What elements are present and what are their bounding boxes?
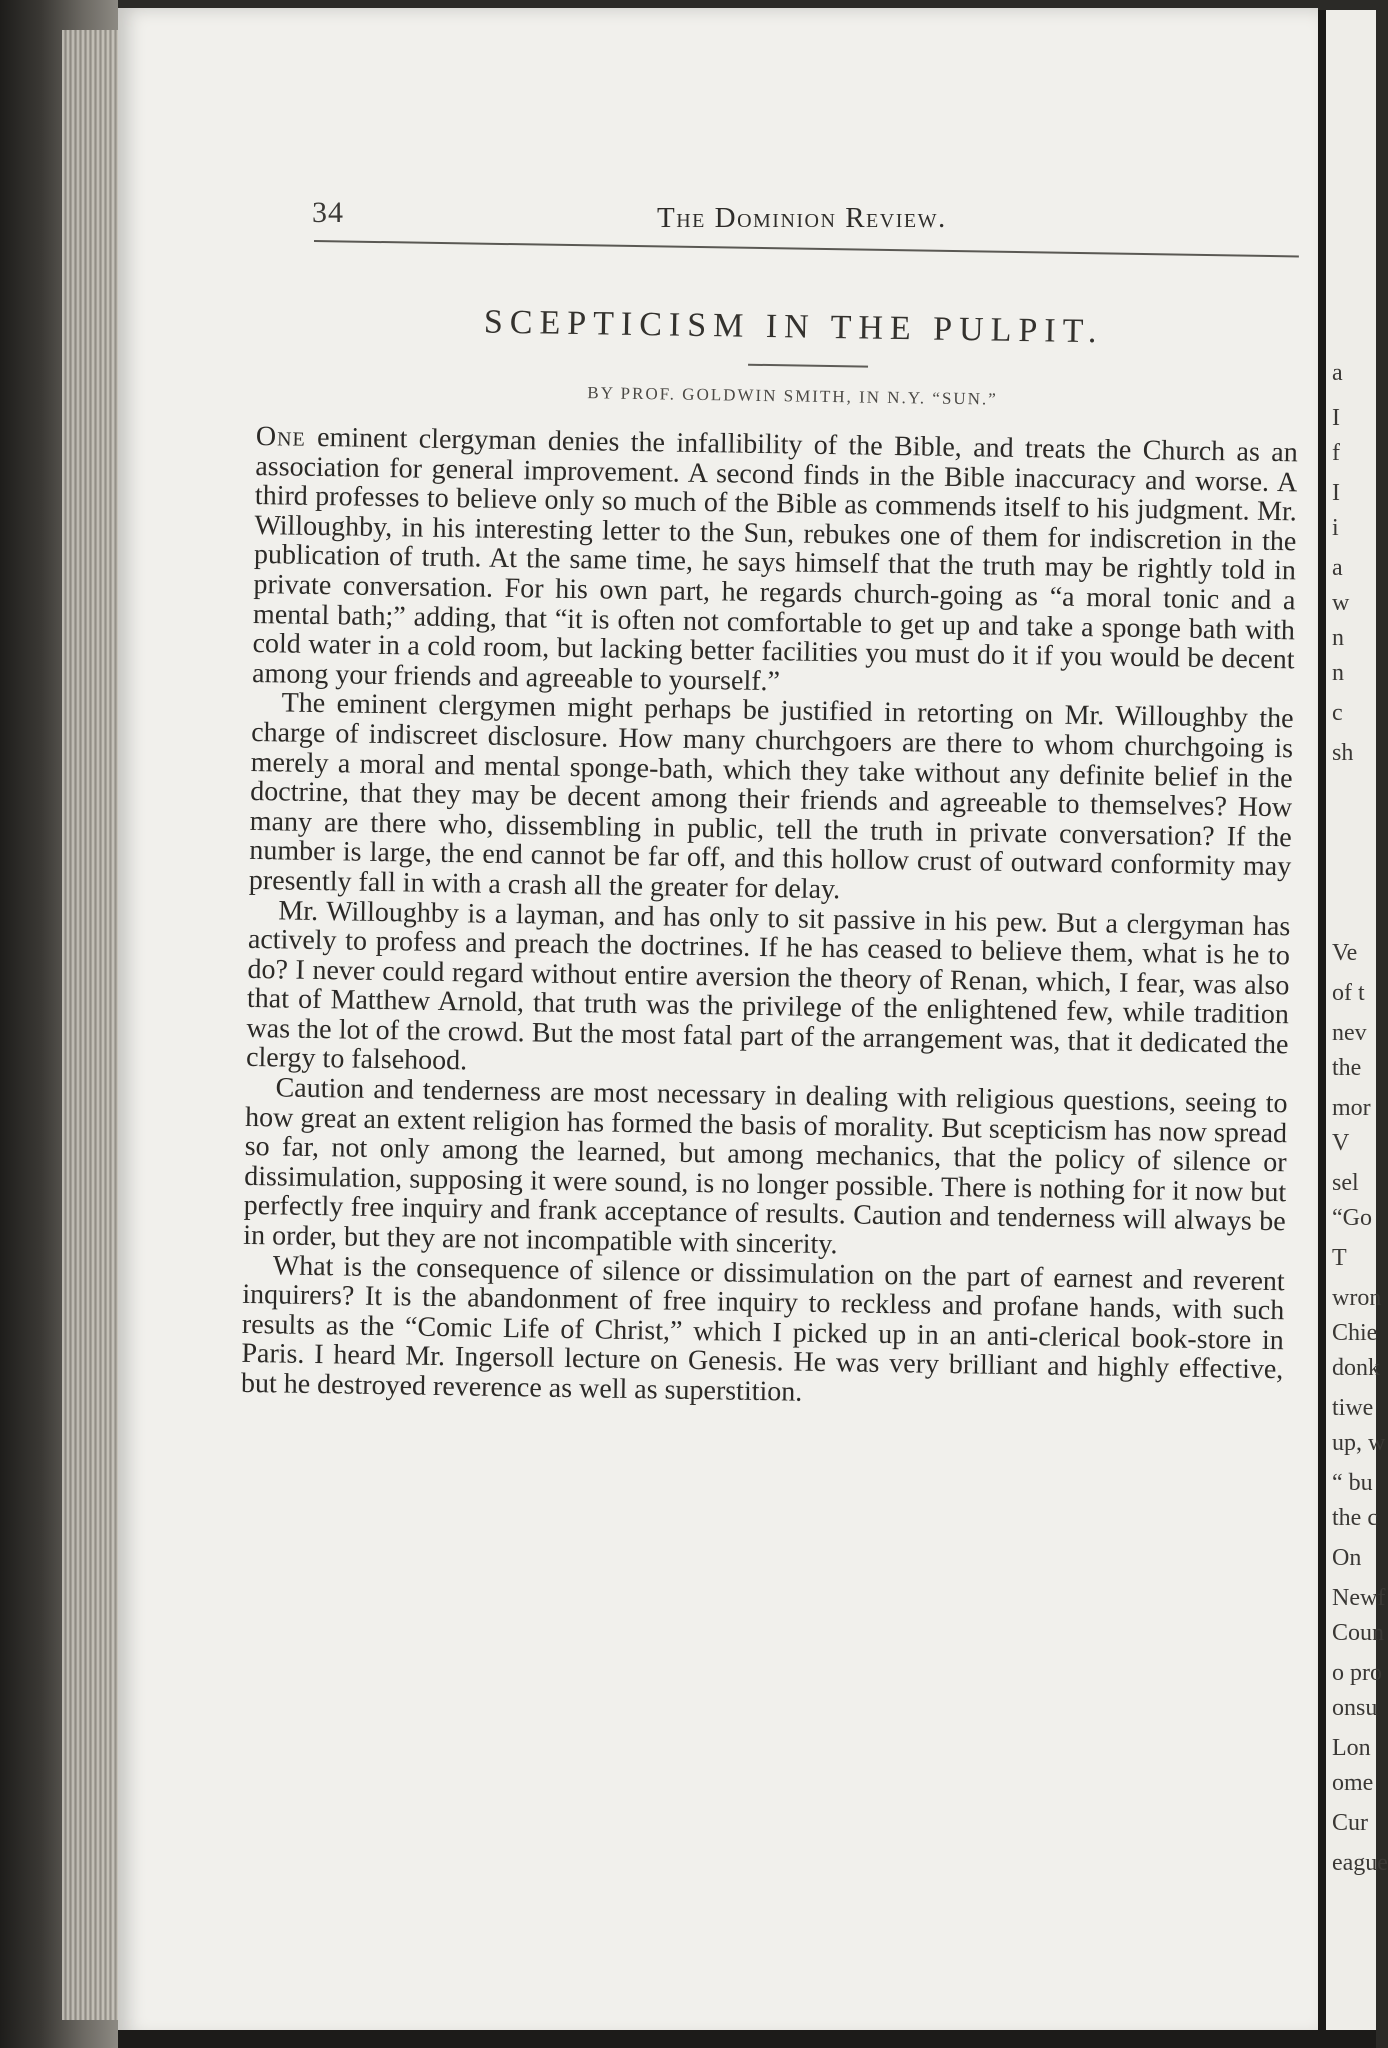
adjacent-page-fragment: up, w (1332, 1430, 1386, 1456)
adjacent-page-fragment: I (1332, 405, 1340, 431)
adjacent-page-fragment: n (1332, 660, 1344, 686)
adjacent-page-fragment: I (1332, 480, 1340, 506)
adjacent-page-fragment: wron (1332, 1285, 1382, 1311)
page-number: 34 (312, 196, 344, 229)
adjacent-page-fragment: the (1332, 1055, 1362, 1081)
article-paragraph: Mr. Willoughby is a layman, and has only to sit passive in his pew. But a clergyman has actively to profess and preach the doctrines. If he has ceased to believe them, what is he to do? I never could regard without entire aversion the theory of Renan, which, I fear, was also that of Matthew Arnold, that truth was the privilege of the enlightened few, while tradition was the lot of the crowd. But the most fatal part of the arrangement was, that it dedicated the clergy to falsehood. (245, 894, 1291, 1077)
bottom-shadow (118, 2030, 1376, 2048)
adjacent-page-fragment: Cur (1332, 1810, 1368, 1836)
adjacent-page-fragment: tiwe (1332, 1395, 1374, 1421)
adjacent-page-fragment: the c (1332, 1505, 1378, 1531)
adjacent-page-fragment: nev (1332, 1020, 1367, 1046)
adjacent-page-fragment: Coun (1332, 1620, 1385, 1646)
adjacent-page-fragment: V (1332, 1130, 1350, 1156)
adjacent-page-fragment: “ bu (1332, 1470, 1373, 1496)
stacked-page-edges (62, 30, 118, 2020)
adjacent-page-fragment: eague (1332, 1850, 1388, 1876)
adjacent-page-fragment: sel (1332, 1170, 1359, 1196)
article-paragraph: Caution and tenderness are most necessary in dealing with religious questions, seeing to how great an extent religion has formed the basis of morality. But scepticism has now spread so far, not only among the learned, but among mechanics, that the policy of silence or dissimulation, supposing it were sound, is no longer possible. There is nothing for it now but perfectly free inquiry and frank acceptance of results. Caution and tenderness will always be in order, but they are not incompatible with sincerity. (243, 1072, 1288, 1261)
adjacent-page-fragment: c (1332, 700, 1343, 726)
adjacent-page-fragment: o pro (1332, 1660, 1382, 1686)
lead-small-caps: One (255, 420, 306, 453)
adjacent-page-fragment: sh (1332, 740, 1354, 766)
running-title: The Dominion Review. (657, 202, 947, 234)
adjacent-page-fragment: a (1332, 360, 1343, 386)
adjacent-page-fragment: n (1332, 625, 1344, 651)
adjacent-page-fragment: i (1332, 515, 1339, 541)
adjacent-page-fragment: w (1332, 590, 1350, 616)
article (241, 300, 1300, 1415)
adjacent-page-fragment: mor (1332, 1095, 1371, 1121)
adjacent-page-fragment: Chie (1332, 1320, 1378, 1346)
adjacent-page-strip (1318, 10, 1388, 2048)
adjacent-page-fragment: On (1332, 1545, 1362, 1571)
article-paragraph (252, 422, 1298, 705)
article-paragraph: The eminent clergymen might perhaps be justified in retorting on Mr. Willoughby the charge of indiscreet disclosure. How many churchgoers are there to whom churchgoing is merely a moral and mental sponge-bath, which they take without any definite belief in the doctrine, that they may be decent among their friends and agreeable to themselves? How many are there who, dissembling in public, tell the truth in private conversation? If the number is large, the end cannot be far off, and this hollow crust of outward conformity may presently fall in with a crash all the greater for delay. (248, 687, 1294, 906)
adjacent-page-fragment: a (1332, 555, 1343, 581)
paragraph-text: eminent clergyman denies the infallibility of the Bible, and treats the Church as an association for general improvement. A second finds in the Bible inaccuracy and worse. A third professes to believe only so much of the Bible as commends itself to his judgment. Mr. Willoughby, in his interesting letter to the Sun, rebukes one of them for indiscretion in the publication of truth. At the same time, he says himself that the truth may be rightly told in private conversation. For his own part, he regards church-going as “a moral tonic and a mental bath;” adding, that “it is often not comfortable to get up and take a sponge bath with cold water in a cold room, but lacking better facilities you must do it if you would be decent among your friends and agreeable to yourself.” (251, 421, 1298, 697)
adjacent-page-fragment: T (1332, 1245, 1347, 1271)
adjacent-page-fragment: Ve (1332, 940, 1358, 966)
article-title: SCEPTICISM IN THE PULPIT. (483, 303, 1104, 351)
adjacent-page-fragment: ome (1332, 1770, 1374, 1796)
adjacent-page-fragment: Lon (1332, 1735, 1371, 1761)
adjacent-page-fragment: “Go (1332, 1205, 1372, 1231)
adjacent-page-fragment: donk (1332, 1355, 1380, 1381)
page-header (312, 196, 1302, 244)
title-rule (748, 364, 868, 368)
adjacent-page-fragment: onsu (1332, 1695, 1378, 1721)
adjacent-page-fragment: Newf (1332, 1585, 1386, 1611)
adjacent-page-fragment: of t (1332, 980, 1365, 1006)
adjacent-page-fragment: f (1332, 440, 1340, 466)
article-paragraph: What is the consequence of silence or dissimulation on the part of earnest and reverent inquirers? It is the abandonment of free inquiry to reckless and profane hands, with such results as the “Comic Life of Christ,” which I picked up in an anti-clerical book-store in Paris. I heard Mr. Ingersoll lecture on Genesis. He was very brilliant and highly effective, but he destroyed reverence as well as superstition. (240, 1249, 1285, 1408)
article-byline: BY PROF. GOLDWIN SMITH, IN N.Y. “SUN.” (587, 383, 998, 409)
